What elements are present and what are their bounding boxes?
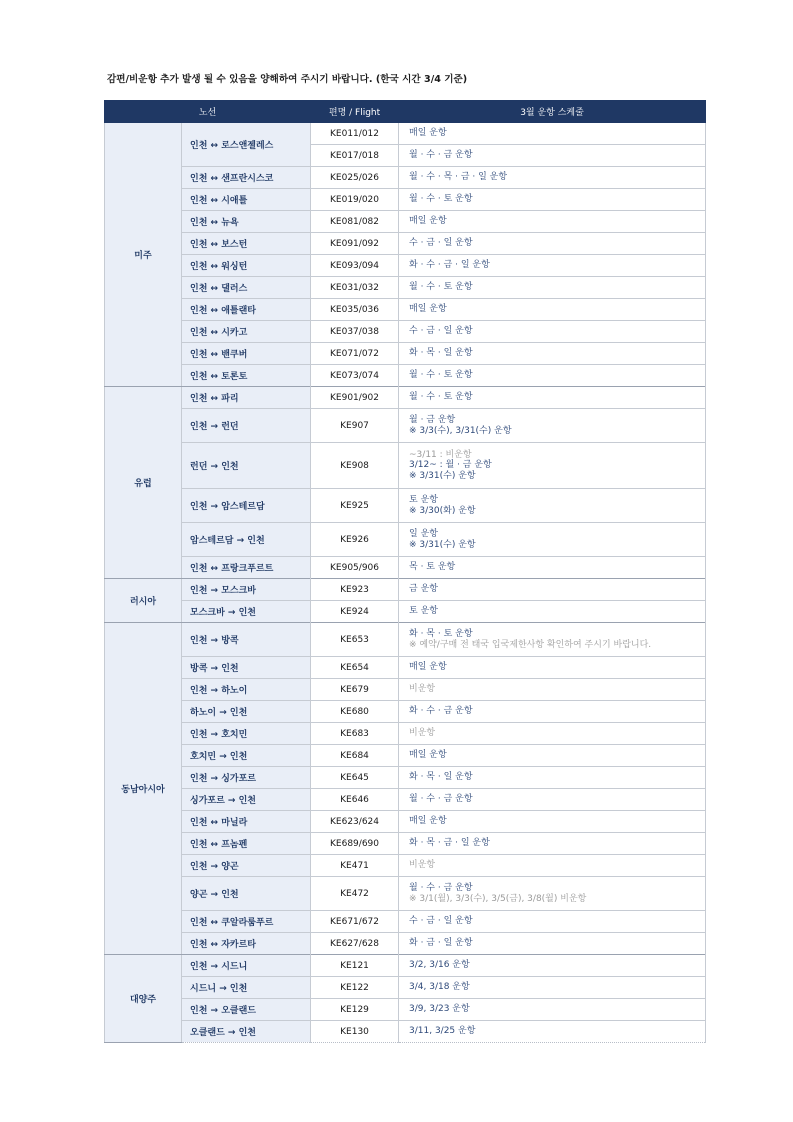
schedule-cell	[399, 387, 706, 409]
flight-number-cell: KE121	[311, 955, 399, 977]
route-cell: 인천 ↔ 워싱턴	[182, 255, 311, 277]
schedule-line: 토 운항	[409, 606, 438, 617]
schedule-line: 화 · 금 · 일 운항	[409, 938, 473, 949]
region-cell: 미주	[105, 123, 182, 387]
region-cell: 러시아	[105, 579, 182, 623]
region-cell: 동남아시아	[105, 623, 182, 955]
route-cell: 인천 ↔ 뉴욕	[182, 211, 311, 233]
route-cell: 인천 → 모스크바	[182, 579, 311, 601]
schedule-cell	[399, 167, 706, 189]
route-cell: 양곤 → 인천	[182, 877, 311, 911]
flight-number-cell: KE037/038	[311, 321, 399, 343]
flight-number-cell: KE924	[311, 601, 399, 623]
table-row	[105, 623, 706, 657]
table-row	[105, 855, 706, 877]
flight-number-cell: KE679	[311, 679, 399, 701]
route-cell: 인천 → 방콕	[182, 623, 311, 657]
schedule-line: 금 운항	[409, 584, 438, 595]
schedule-cell	[399, 255, 706, 277]
table-row	[105, 1021, 706, 1043]
table-row	[105, 123, 706, 145]
route-cell: 하노이 → 인천	[182, 701, 311, 723]
schedule-line: 월 · 수 · 토 운항	[409, 194, 473, 205]
schedule-cell	[399, 233, 706, 255]
schedule-line: 3/4, 3/18 운항	[409, 982, 470, 993]
route-cell: 모스크바 → 인천	[182, 601, 311, 623]
table-row	[105, 409, 706, 443]
route-cell: 인천 ↔ 로스앤젤레스	[182, 123, 311, 167]
schedule-line: ※ 예약/구매 전 태국 입국제한사항 확인하여 주시기 바랍니다.	[409, 639, 652, 650]
schedule-cell	[399, 623, 706, 657]
schedule-line: 비운항	[409, 860, 436, 871]
schedule-line: ※ 3/31(수) 운항	[409, 470, 476, 481]
schedule-line: 월 · 수 · 금 운항	[409, 150, 473, 161]
schedule-cell	[399, 321, 706, 343]
schedule-line: 매일 운항	[409, 662, 447, 673]
flight-number-cell: KE031/032	[311, 277, 399, 299]
schedule-cell	[399, 657, 706, 679]
route-cell: 인천 → 시드니	[182, 955, 311, 977]
schedule-line: ※ 3/3(수), 3/31(수) 운항	[409, 425, 512, 436]
table-row	[105, 299, 706, 321]
schedule-cell	[399, 409, 706, 443]
flight-number-cell: KE019/020	[311, 189, 399, 211]
schedule-line: 월 · 금 운항	[409, 415, 456, 426]
schedule-cell	[399, 145, 706, 167]
route-cell: 인천 ↔ 파리	[182, 387, 311, 409]
schedule-line: 월 · 수 · 금 운항	[409, 883, 473, 894]
table-row	[105, 811, 706, 833]
flight-number-cell: KE923	[311, 579, 399, 601]
table-row	[105, 233, 706, 255]
schedule-line: 화 · 목 · 토 운항	[409, 629, 473, 640]
schedule-line: 화 · 수 · 금 운항	[409, 706, 473, 717]
schedule-cell	[399, 343, 706, 365]
route-cell: 인천 ↔ 쿠알라룸푸르	[182, 911, 311, 933]
route-cell: 인천 → 싱가포르	[182, 767, 311, 789]
table-row	[105, 745, 706, 767]
route-cell: 시드니 → 인천	[182, 977, 311, 999]
table-row	[105, 977, 706, 999]
region-cell: 유럽	[105, 387, 182, 579]
schedule-line: 화 · 목 · 일 운항	[409, 348, 473, 359]
table-row	[105, 211, 706, 233]
schedule-line: 비운항	[409, 728, 436, 739]
flight-number-cell: KE122	[311, 977, 399, 999]
schedule-cell	[399, 833, 706, 855]
header-schedule: 3월 운항 스케줄	[399, 101, 706, 123]
route-cell: 인천 ↔ 토론토	[182, 365, 311, 387]
route-cell: 인천 → 오클랜드	[182, 999, 311, 1021]
flight-number-cell: KE907	[311, 409, 399, 443]
table-row	[105, 579, 706, 601]
schedule-line: 월 · 수 · 목 · 금 · 일 운항	[409, 172, 508, 183]
schedule-line: 화 · 목 · 일 운항	[409, 772, 473, 783]
route-cell: 인천 ↔ 보스턴	[182, 233, 311, 255]
table-row	[105, 877, 706, 911]
schedule-cell	[399, 789, 706, 811]
route-cell: 인천 → 호치민	[182, 723, 311, 745]
schedule-cell	[399, 977, 706, 999]
table-row	[105, 701, 706, 723]
flight-number-cell: KE081/082	[311, 211, 399, 233]
schedule-line: 비운항	[409, 684, 436, 695]
schedule-cell	[399, 679, 706, 701]
flight-number-cell: KE017/018	[311, 145, 399, 167]
schedule-cell	[399, 745, 706, 767]
schedule-line: 수 · 금 · 일 운항	[409, 916, 473, 927]
schedule-cell	[399, 277, 706, 299]
schedule-line: 3/2, 3/16 운항	[409, 960, 470, 971]
schedule-cell	[399, 811, 706, 833]
table-row	[105, 343, 706, 365]
flight-number-cell: KE627/628	[311, 933, 399, 955]
table-row	[105, 657, 706, 679]
schedule-line: 월 · 수 · 토 운항	[409, 370, 473, 381]
schedule-cell	[399, 299, 706, 321]
flight-number-cell: KE671/672	[311, 911, 399, 933]
region-cell: 대양주	[105, 955, 182, 1043]
table-row	[105, 321, 706, 343]
flight-number-cell: KE684	[311, 745, 399, 767]
table-row	[105, 189, 706, 211]
schedule-line: 3/12~ : 월 · 금 운항	[409, 460, 492, 471]
flight-number-cell: KE905/906	[311, 557, 399, 579]
schedule-line: 수 · 금 · 일 운항	[409, 238, 473, 249]
route-cell: 인천 → 암스테르담	[182, 489, 311, 523]
route-cell: 암스테르담 → 인천	[182, 523, 311, 557]
table-row	[105, 489, 706, 523]
flight-number-cell: KE646	[311, 789, 399, 811]
route-cell: 호치민 → 인천	[182, 745, 311, 767]
route-cell: 오클랜드 → 인천	[182, 1021, 311, 1043]
schedule-line: 매일 운항	[409, 750, 447, 761]
flight-number-cell: KE689/690	[311, 833, 399, 855]
table-body	[105, 123, 706, 1043]
flight-number-cell: KE129	[311, 999, 399, 1021]
table-row	[105, 255, 706, 277]
schedule-cell	[399, 999, 706, 1021]
schedule-line: 화 · 수 · 금 · 일 운항	[409, 260, 490, 271]
table-row	[105, 387, 706, 409]
table-row	[105, 365, 706, 387]
schedule-cell	[399, 557, 706, 579]
table-row	[105, 911, 706, 933]
table-row	[105, 789, 706, 811]
schedule-line: 월 · 수 · 토 운항	[409, 282, 473, 293]
route-cell: 인천 → 양곤	[182, 855, 311, 877]
table-header-row	[105, 101, 706, 123]
schedule-line: 토 운항	[409, 495, 438, 506]
schedule-cell	[399, 911, 706, 933]
schedule-cell	[399, 955, 706, 977]
route-cell: 인천 ↔ 프랑크푸르트	[182, 557, 311, 579]
flight-number-cell: KE091/092	[311, 233, 399, 255]
flight-number-cell: KE653	[311, 623, 399, 657]
table-row	[105, 955, 706, 977]
schedule-cell	[399, 211, 706, 233]
flight-number-cell: KE471	[311, 855, 399, 877]
table-row	[105, 167, 706, 189]
route-cell: 인천 ↔ 애틀랜타	[182, 299, 311, 321]
flight-number-cell: KE011/012	[311, 123, 399, 145]
table-row	[105, 557, 706, 579]
header-route: 노선	[105, 101, 311, 123]
schedule-line: 3/9, 3/23 운항	[409, 1004, 470, 1015]
flight-number-cell: KE680	[311, 701, 399, 723]
schedule-cell	[399, 1021, 706, 1043]
flight-number-cell: KE025/026	[311, 167, 399, 189]
schedule-cell	[399, 855, 706, 877]
schedule-line: 월 · 수 · 금 운항	[409, 794, 473, 805]
route-cell: 방콕 → 인천	[182, 657, 311, 679]
flight-number-cell: KE071/072	[311, 343, 399, 365]
flight-number-cell: KE130	[311, 1021, 399, 1043]
route-cell: 인천 ↔ 프놈펜	[182, 833, 311, 855]
route-cell: 인천 ↔ 댈러스	[182, 277, 311, 299]
route-cell: 인천 → 하노이	[182, 679, 311, 701]
flight-number-cell: KE035/036	[311, 299, 399, 321]
schedule-line: ※ 3/31(수) 운항	[409, 539, 476, 550]
table-row	[105, 679, 706, 701]
flight-schedule-table	[104, 100, 706, 1043]
schedule-line: 일 운항	[409, 529, 438, 540]
route-cell: 인천 ↔ 밴쿠버	[182, 343, 311, 365]
route-cell: 런던 → 인천	[182, 443, 311, 489]
flight-number-cell: KE901/902	[311, 387, 399, 409]
route-cell: 인천 ↔ 시카고	[182, 321, 311, 343]
schedule-line: 3/11, 3/25 운항	[409, 1026, 476, 1037]
route-cell: 인천 ↔ 자카르타	[182, 933, 311, 955]
table-row	[105, 999, 706, 1021]
schedule-line: ※ 3/30(화) 운항	[409, 505, 476, 516]
schedule-line: 월 · 수 · 토 운항	[409, 392, 473, 403]
flight-number-cell: KE925	[311, 489, 399, 523]
table-row	[105, 601, 706, 623]
schedule-line: ~3/11 : 비운항	[409, 450, 472, 461]
schedule-line: 매일 운항	[409, 216, 447, 227]
schedule-cell	[399, 123, 706, 145]
table-row	[105, 523, 706, 557]
schedule-cell	[399, 877, 706, 911]
schedule-cell	[399, 523, 706, 557]
schedule-line: 매일 운항	[409, 304, 447, 315]
route-cell: 인천 ↔ 마닐라	[182, 811, 311, 833]
schedule-line: 화 · 목 · 금 · 일 운항	[409, 838, 490, 849]
table-row	[105, 833, 706, 855]
header-flight: 편명 / Flight	[311, 101, 399, 123]
schedule-cell	[399, 933, 706, 955]
notice-text: 감편/비운항 추가 발생 될 수 있음을 양해하여 주시기 바랍니다. (한국 시간 3/4 기준)	[107, 74, 468, 85]
schedule-cell	[399, 723, 706, 745]
schedule-line: 목 · 토 운항	[409, 562, 456, 573]
schedule-line: 매일 운항	[409, 128, 447, 139]
flight-number-cell: KE908	[311, 443, 399, 489]
route-cell: 싱가포르 → 인천	[182, 789, 311, 811]
schedule-cell	[399, 189, 706, 211]
schedule-cell	[399, 767, 706, 789]
flight-number-cell: KE073/074	[311, 365, 399, 387]
flight-number-cell: KE683	[311, 723, 399, 745]
route-cell: 인천 ↔ 샌프란시스코	[182, 167, 311, 189]
flight-number-cell: KE926	[311, 523, 399, 557]
schedule-line: 수 · 금 · 일 운항	[409, 326, 473, 337]
flight-number-cell: KE645	[311, 767, 399, 789]
flight-number-cell: KE093/094	[311, 255, 399, 277]
route-cell: 인천 → 런던	[182, 409, 311, 443]
table-row	[105, 723, 706, 745]
table-row	[105, 933, 706, 955]
table-row	[105, 767, 706, 789]
schedule-cell	[399, 443, 706, 489]
schedule-cell	[399, 701, 706, 723]
schedule-line: 매일 운항	[409, 816, 447, 827]
schedule-line: ※ 3/1(월), 3/3(수), 3/5(금), 3/8(월) 비운항	[409, 893, 587, 904]
route-cell: 인천 ↔ 시애틀	[182, 189, 311, 211]
schedule-cell	[399, 601, 706, 623]
schedule-cell	[399, 489, 706, 523]
schedule-cell	[399, 365, 706, 387]
flight-number-cell: KE623/624	[311, 811, 399, 833]
schedule-cell	[399, 579, 706, 601]
flight-number-cell: KE472	[311, 877, 399, 911]
table-row	[105, 443, 706, 489]
flight-number-cell: KE654	[311, 657, 399, 679]
table-row	[105, 277, 706, 299]
